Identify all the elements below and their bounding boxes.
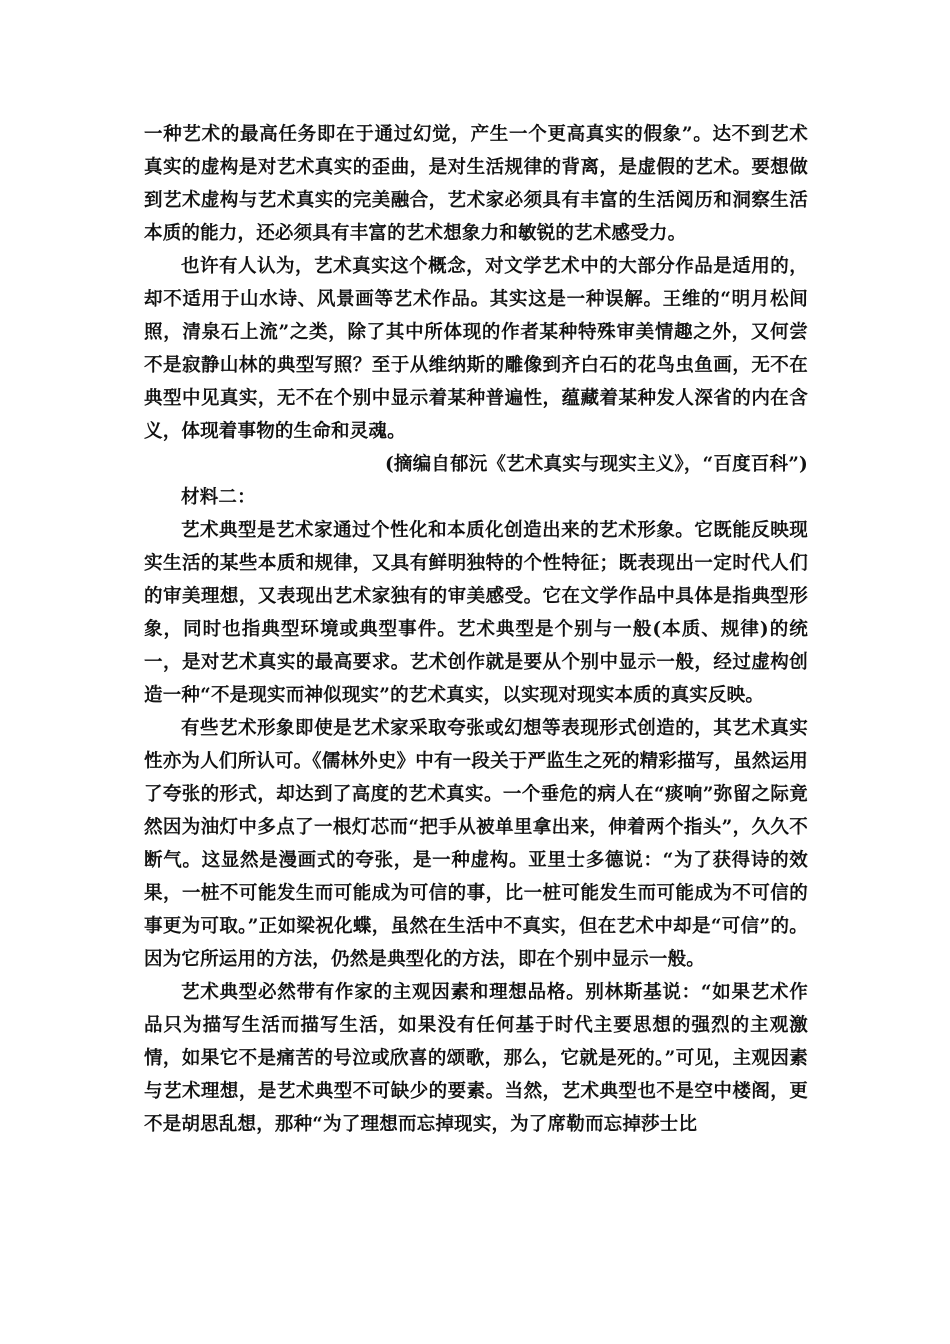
- paragraph-landscape-art: 也许有人认为，艺术真实这个概念，对文学艺术中的大部分作品是适用的，却不适用于山水诗、风景画等艺术作品。其实这是一种误解。王维的“明月松间照，清泉石上流”之类，除了其中所体现的作者某种特殊审美情趣之外，又何尝不是寂静山林的典型写照？至于从维纳斯的雕像到齐白石的花鸟虫鱼画，无不在典型中见真实，无不在个别中显示着某种普遍性，蕴藏着某种发人深省的内在含义，体现着事物的生命和灵魂。: [144, 256, 808, 442]
- document-page: [144, 118, 808, 1141]
- paragraph-subjective-factors: 艺术典型必然带有作家的主观因素和理想品格。别林斯基说：“如果艺术作品只为描写生活而描写生活，如果没有任何基于时代主要思想的强烈的主观激情，如果它不是痛苦的号泣或欣喜的颂歌，那么，它就是死的。”可见，主观因素与艺术理想，是艺术典型不可缺少的要素。当然，艺术典型也不是空中楼阁，更不是胡思乱想，那种“为了理想而忘掉现实，为了席勒而忘掉莎士比: [144, 982, 808, 1135]
- source-citation: (摘编自郁沅《艺术真实与现实主义》，“百度百科”): [384, 454, 808, 475]
- paragraph-exaggeration: 有些艺术形象即使是艺术家采取夸张或幻想等表现形式创造的，其艺术真实性亦为人们所认可。《儒林外史》中有一段关于严监生之死的精彩描写，虽然运用了夸张的形式，却达到了高度的艺术真实。一个垂危的病人在“痰响”弥留之际竟然因为油灯中多点了一根灯芯而“把手从被单里拿出来，伸着两个指头”，久久不断气。这显然是漫画式的夸张，是一种虚构。亚里士多德说：“为了获得诗的效果，一桩不可能发生而可能成为可信的事，比一桩可能发生而可能成为不可信的事更为可取。”正如梁祝化蝶，虽然在生活中不真实，但在艺术中却是“可信”的。因为它所运用的方法，仍然是典型化的方法，即在个别中显示一般。: [144, 718, 808, 970]
- paragraph-continuation: 一种艺术的最高任务即在于通过幻觉，产生一个更高真实的假象”。达不到艺术真实的虚构是对艺术真实的歪曲，是对生活规律的背离，是虚假的艺术。要想做到艺术虚构与艺术真实的完美融合，艺术家必须具有丰富的生活阅历和洞察生活本质的能力，还必须具有丰富的艺术想象力和敏锐的艺术感受力。: [144, 124, 808, 244]
- paragraph-art-typical: 艺术典型是艺术家通过个性化和本质化创造出来的艺术形象。它既能反映现实生活的某些本质和规律，又具有鲜明独特的个性特征；既表现出一定时代人们的审美理想，又表现出艺术家独有的审美感受。它在文学作品中具体是指典型形象，同时也指典型环境或典型事件。艺术典型是个别与一般(本质、规律)的统一，是对艺术真实的最高要求。艺术创作就是要从个别中显示一般，经过虚构创造一种“不是现实而神似现实”的艺术真实，以实现对现实本质的真实反映。: [144, 520, 808, 706]
- section-title-material-two: 材料二：: [181, 487, 256, 508]
